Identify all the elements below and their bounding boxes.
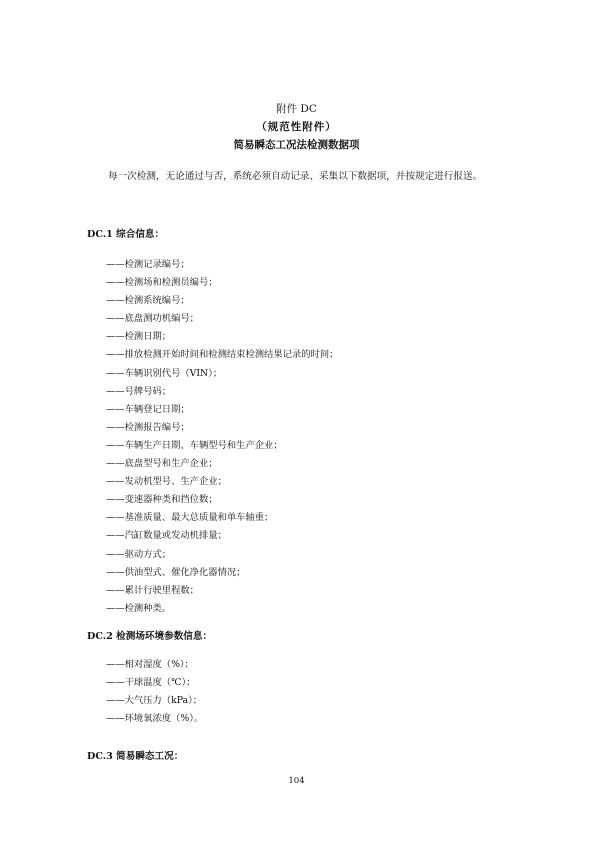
- list-item: ——车辆识别代号（VIN）；: [106, 367, 223, 379]
- intro-paragraph: 每一次检测，无论通过与否，系统必须自动记录、采集以下数据项，并按规定进行报送。: [108, 171, 483, 182]
- section-heading-dc1: DC.1 综合信息：: [87, 229, 165, 240]
- normative-label: （规范性附件）: [256, 121, 337, 133]
- list-dc2: [106, 656, 203, 728]
- list-item: ——检测记录编号；: [106, 259, 190, 270]
- list-item: ——变速器种类和挡位数；: [106, 494, 218, 506]
- section-heading-dc2: DC.2 检测场环境参数信息：: [87, 631, 213, 642]
- list-item: ——排放检测开始时间和检测结束检测结果记录的时间；: [106, 349, 339, 361]
- list-item: ——相对湿度（%）；: [106, 659, 194, 670]
- list-dc1: [106, 256, 338, 618]
- list-item: ——干球温度（℃）；: [106, 677, 196, 689]
- list-item: ——大气压力（kPa）；: [106, 695, 203, 707]
- list-item: ——号牌号码；: [106, 385, 172, 397]
- list-item: ——底盘型号和生产企业；: [106, 458, 218, 470]
- list-item: ——检测种类。: [106, 602, 172, 614]
- list-item: ——检测报告编号；: [106, 421, 190, 433]
- list-item: ——基准质量、最大总质量和单车轴重；: [106, 512, 274, 524]
- list-item: ——检测系统编号；: [106, 295, 190, 307]
- section-heading-dc3: DC.3 简易瞬态工况：: [87, 751, 184, 762]
- list-item: ——检测日期；: [106, 331, 172, 343]
- list-item: ——驱动方式；: [106, 548, 172, 560]
- list-item: ——底盘测功机编号；: [106, 313, 199, 325]
- list-item: ——汽缸数量或发动机排量；: [106, 530, 227, 542]
- appendix-label: 附件 DC: [276, 103, 317, 115]
- list-item: ——发动机型号、生产企业；: [106, 476, 227, 488]
- list-item: ——车辆生产日期、车辆型号和生产企业；: [106, 439, 283, 451]
- list-item: ——供油型式、催化净化器情况；: [106, 566, 246, 578]
- document-title: 简易瞬态工况法检测数据项: [233, 139, 360, 151]
- list-item: ——环境氧浓度（%）。: [106, 713, 204, 725]
- list-item: ——车辆登记日期；: [106, 403, 190, 415]
- list-item: ——检测场和检测员编号；: [106, 277, 218, 289]
- list-item: ——累计行驶里程数；: [106, 584, 199, 596]
- page-number: 104: [288, 776, 305, 786]
